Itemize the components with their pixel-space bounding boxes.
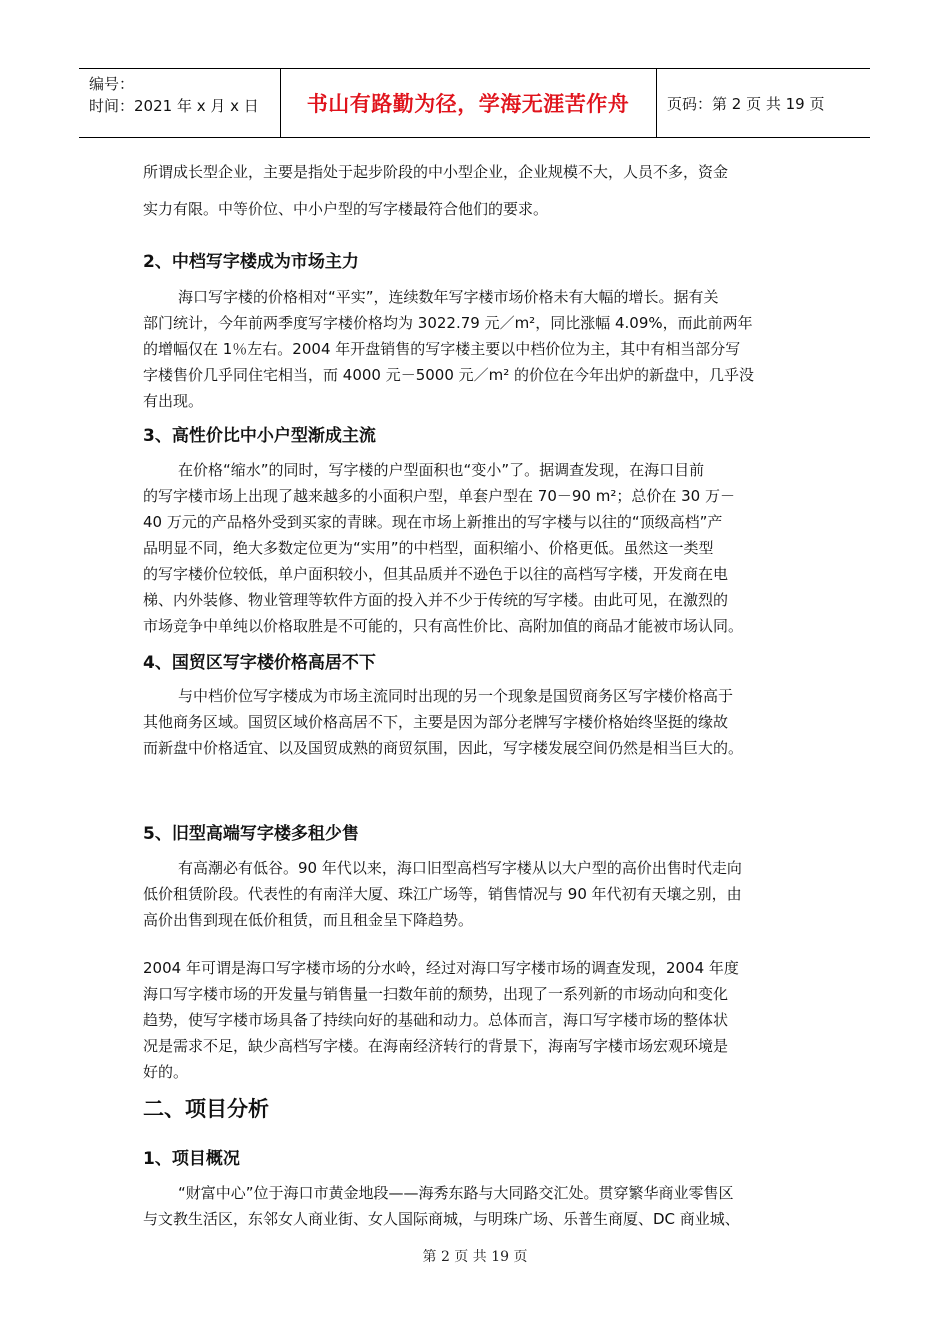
header-meta — [89, 73, 259, 117]
text-line: 实力有限。中等价位、中小户型的写字楼最符合他们的要求。 — [143, 200, 549, 218]
section-heading-3: 3、高性价比中小户型渐成主流 — [143, 426, 376, 446]
section-heading-4: 4、国贸区写字楼价格高居不下 — [143, 653, 376, 673]
text-line: 的写字楼价位较低，单户面积较小，但其品质并不逊色于以往的高档写字楼，开发商在电 — [143, 565, 729, 583]
text-line: 的写字楼市场上出现了越来越多的小面积户型，单套户型在 70－90 m²；总价在 30 万－ — [143, 487, 735, 505]
text-line: 所谓成长型企业，主要是指处于起步阶段的中小型企业，企业规模不大，人员不多，资金 — [143, 163, 729, 181]
text-line: 40 万元的产品格外受到买家的青睐。现在市场上新推出的写字楼与以往的“顶级高档”产 — [143, 513, 723, 531]
text-line: 与文教生活区，东邻女人商业街、女人国际商城，与明珠广场、乐普生商厦、DC 商业城、 — [143, 1210, 740, 1228]
document-date: 时间：2021 年 x 月 x 日 — [89, 97, 259, 115]
section-5-paragraph — [143, 855, 808, 933]
section-heading-overview: 1、项目概况 — [143, 1149, 240, 1169]
text-line: 2004 年可谓是海口写字楼市场的分水岭，经过对海口写字楼市场的调查发现，2004 年度 — [143, 959, 739, 977]
text-line: 好的。 — [143, 1063, 189, 1081]
part-heading: 二、项目分析 — [143, 1097, 269, 1121]
text-line: “财富中心”位于海口市黄金地段——海秀东路与大同路交汇处。贯穿繁华商业零售区 — [178, 1184, 734, 1202]
text-line: 市场竞争中单纯以价格取胜是不可能的，只有高性价比、高附加值的商品才能被市场认同。 — [143, 617, 744, 635]
text-line: 在价格“缩水”的同时，写字楼的户型面积也“变小”了。据调查发现，在海口目前 — [178, 461, 705, 479]
text-line: 而新盘中价格适宜、以及国贸成熟的商贸氛围，因此，写字楼发展空间仍然是相当巨大的。 — [143, 739, 744, 757]
header-divider — [656, 69, 657, 137]
text-line: 与中档价位写字楼成为市场主流同时出现的另一个现象是国贸商务区写字楼价格高于 — [178, 687, 734, 705]
text-line: 字楼售价几乎同住宅相当，而 4000 元－5000 元／m² 的价位在今年出炉的新盘中，几乎没 — [143, 366, 755, 384]
section-heading-5: 5、旧型高端写字楼多租少售 — [143, 824, 359, 844]
header-motto: 书山有路勤为径，学海无涯苦作舟 — [306, 92, 630, 116]
text-line: 低价租赁阶段。代表性的有南洋大厦、珠江广场等，销售情况与 90 年代初有天壤之别，由 — [143, 885, 742, 903]
text-line: 梯、内外装修、物业管理等软件方面的投入并不少于传统的写字楼。由此可见，在激烈的 — [143, 591, 729, 609]
section-3-paragraph — [143, 457, 808, 639]
text-line: 品明显不同，绝大多数定位更为“实用”的中档型，面积缩小、价格更低。虽然这一类型 — [143, 539, 714, 557]
overview-paragraph — [143, 1180, 808, 1232]
section-4-paragraph — [143, 683, 808, 761]
text-line: 部门统计，今年前两季度写字楼价格均为 3022.79 元／m²，同比涨幅 4.09%，而此前两年 — [143, 314, 753, 332]
page-footer: 第 2 页 共 19 页 — [422, 1249, 528, 1265]
text-line: 的增幅仅在 1％左右。2004 年开盘销售的写字楼主要以中档价位为主，其中有相当部分写 — [143, 340, 741, 358]
text-line: 有出现。 — [143, 392, 204, 410]
section-2-paragraph — [143, 284, 808, 414]
intro-paragraph — [143, 154, 808, 228]
section-heading-2: 2、中档写字楼成为市场主力 — [143, 252, 359, 272]
text-line: 况是需求不足，缺少高档写字楼。在海南经济转行的背景下，海南写字楼市场宏观环境是 — [143, 1037, 729, 1055]
document-number-label: 编号： — [89, 75, 135, 93]
text-line: 有高潮必有低谷。90 年代以来，海口旧型高档写字楼从以大户型的高价出售时代走向 — [178, 859, 742, 877]
summary-paragraph — [143, 955, 808, 1085]
page-header — [79, 68, 870, 138]
header-page-info: 页码：第 2 页 共 19 页 — [667, 95, 825, 113]
text-line: 海口写字楼的价格相对“平实”，连续数年写字楼市场价格未有大幅的增长。据有关 — [178, 288, 719, 306]
text-line: 高价出售到现在低价租赁，而且租金呈下降趋势。 — [143, 911, 474, 929]
text-line: 海口写字楼市场的开发量与销售量一扫数年前的颓势，出现了一系列新的市场动向和变化 — [143, 985, 729, 1003]
text-line: 趋势，使写字楼市场具备了持续向好的基础和动力。总体而言，海口写字楼市场的整体状 — [143, 1011, 729, 1029]
text-line: 其他商务区域。国贸区域价格高居不下，主要是因为部分老牌写字楼价格始终坚挺的缘故 — [143, 713, 729, 731]
